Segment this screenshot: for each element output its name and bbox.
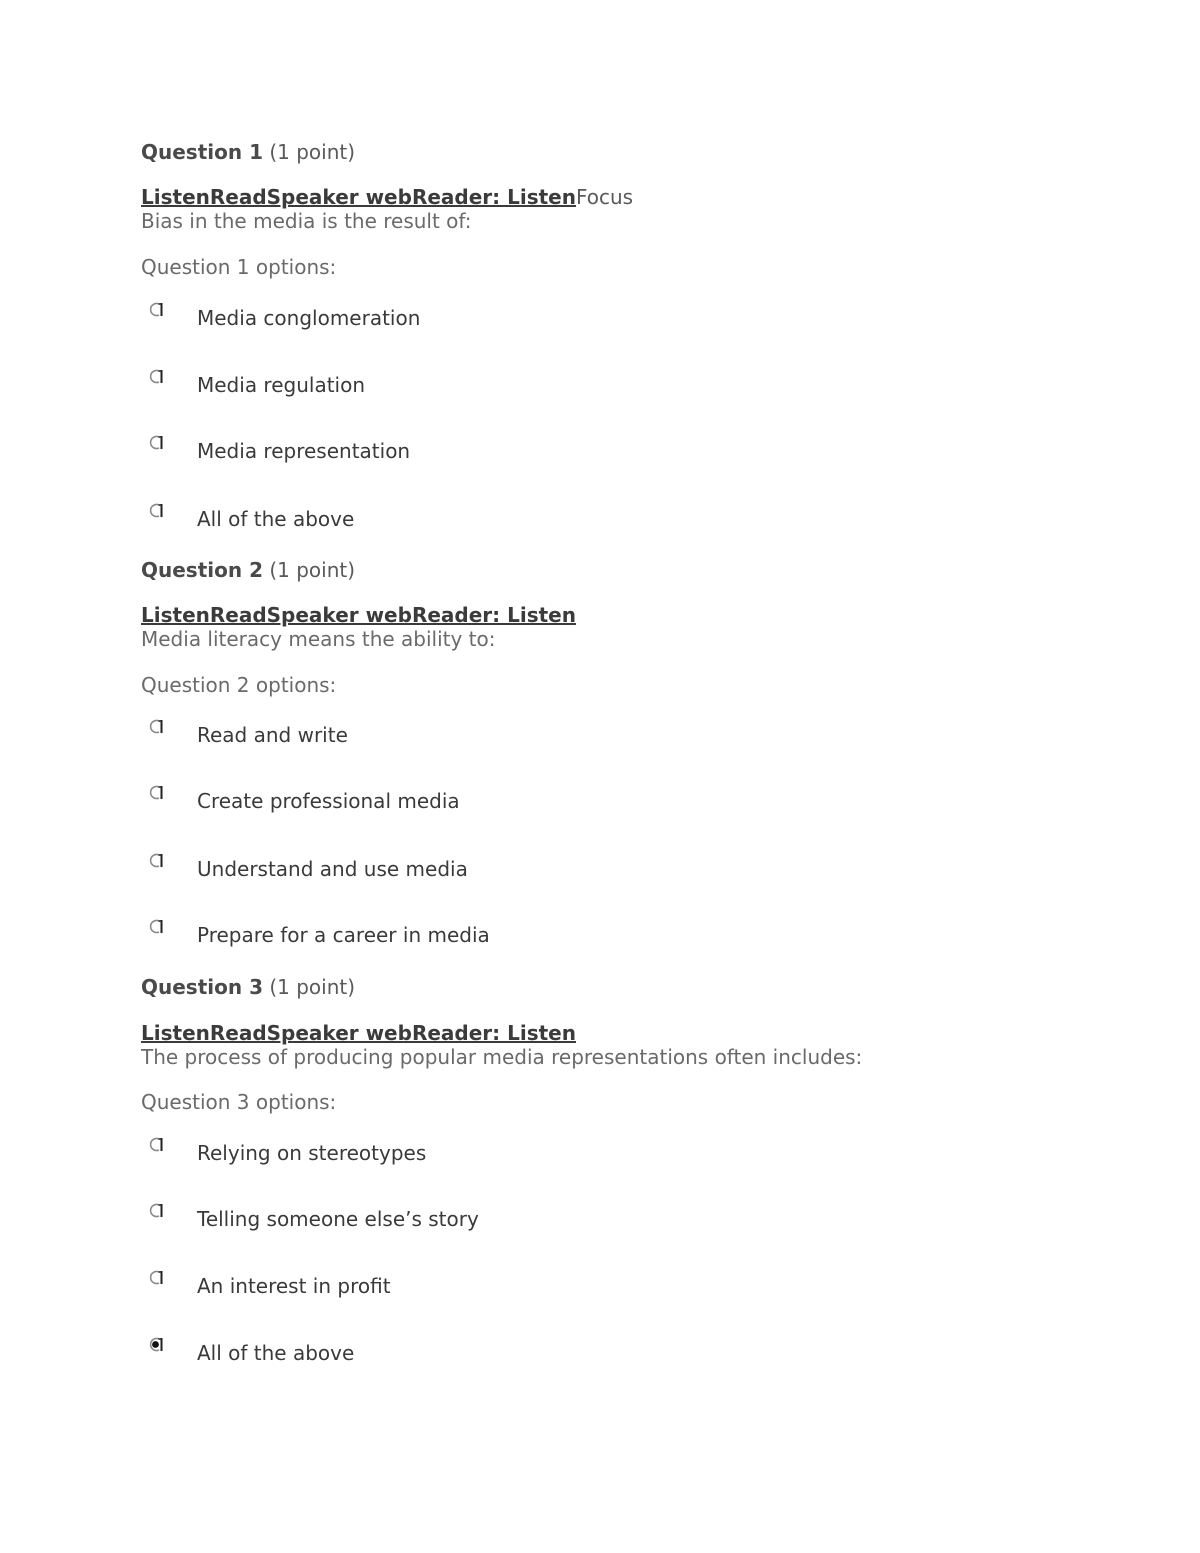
radio-button[interactable] — [146, 917, 166, 937]
option-label: All of the above — [197, 1341, 355, 1365]
option-label: Read and write — [197, 723, 348, 747]
listen-link[interactable]: ListenReadSpeaker webReader: Listen — [141, 603, 576, 627]
question-2-reader — [141, 603, 1141, 651]
question-3-option-3[interactable] — [141, 1268, 941, 1302]
question-2-option-3[interactable] — [141, 851, 941, 885]
question-2-points: (1 point) — [269, 558, 356, 582]
option-label: Media conglomeration — [197, 306, 421, 330]
question-3-number: Question 3 — [141, 975, 263, 999]
question-1-options-label: Question 1 options: — [141, 255, 337, 279]
radio-button[interactable] — [146, 433, 166, 453]
radio-button[interactable] — [146, 717, 166, 737]
question-2-option-2[interactable] — [141, 783, 941, 817]
question-3-reader — [141, 1021, 1141, 1069]
question-3 — [141, 975, 1141, 999]
question-3-options-label: Question 3 options: — [141, 1090, 337, 1114]
radio-button[interactable] — [146, 1268, 166, 1288]
radio-button[interactable] — [146, 300, 166, 320]
radio-button[interactable] — [146, 1201, 166, 1221]
option-label: Relying on stereotypes — [197, 1141, 427, 1165]
listen-link[interactable]: ListenReadSpeaker webReader: Listen — [141, 185, 576, 209]
question-1-option-3[interactable] — [141, 433, 941, 467]
radio-button-selected[interactable] — [146, 1335, 166, 1355]
radio-button[interactable] — [146, 851, 166, 871]
radio-button[interactable] — [146, 367, 166, 387]
option-label: Understand and use media — [197, 857, 468, 881]
question-1-reader — [141, 185, 1141, 233]
option-label: An interest in profit — [197, 1274, 391, 1298]
radio-button[interactable] — [146, 783, 166, 803]
question-1-title — [141, 140, 1141, 164]
question-2-prompt: Media literacy means the ability to: — [141, 627, 496, 651]
question-2-options-label: Question 2 options: — [141, 673, 337, 697]
question-1-option-1[interactable] — [141, 300, 941, 334]
question-3-prompt: The process of producing popular media representations often includes: — [141, 1045, 863, 1069]
focus-label: Focus — [575, 185, 634, 209]
question-3-option-2[interactable] — [141, 1201, 941, 1235]
question-3-title — [141, 975, 1141, 999]
question-3-points: (1 point) — [269, 975, 356, 999]
option-label: Media representation — [197, 439, 411, 463]
question-3-option-1[interactable] — [141, 1135, 941, 1169]
option-label: Prepare for a career in media — [197, 923, 490, 947]
radio-button[interactable] — [146, 1135, 166, 1155]
question-2-option-4[interactable] — [141, 917, 941, 951]
question-1-number: Question 1 — [141, 140, 263, 164]
option-label: Media regulation — [197, 373, 366, 397]
question-1-prompt: Bias in the media is the result of: — [141, 209, 472, 233]
question-2 — [141, 558, 1141, 582]
question-1-option-2[interactable] — [141, 367, 941, 401]
question-2-number: Question 2 — [141, 558, 263, 582]
listen-link[interactable]: ListenReadSpeaker webReader: Listen — [141, 1021, 576, 1045]
question-1-points: (1 point) — [269, 140, 356, 164]
question-3-option-4[interactable] — [141, 1335, 941, 1369]
question-2-title — [141, 558, 1141, 582]
option-label: All of the above — [197, 507, 355, 531]
radio-button[interactable] — [146, 501, 166, 521]
question-2-option-1[interactable] — [141, 717, 941, 751]
option-label: Telling someone else’s story — [197, 1207, 479, 1231]
option-label: Create professional media — [197, 789, 460, 813]
question-1 — [141, 140, 1141, 164]
question-1-option-4[interactable] — [141, 501, 941, 535]
